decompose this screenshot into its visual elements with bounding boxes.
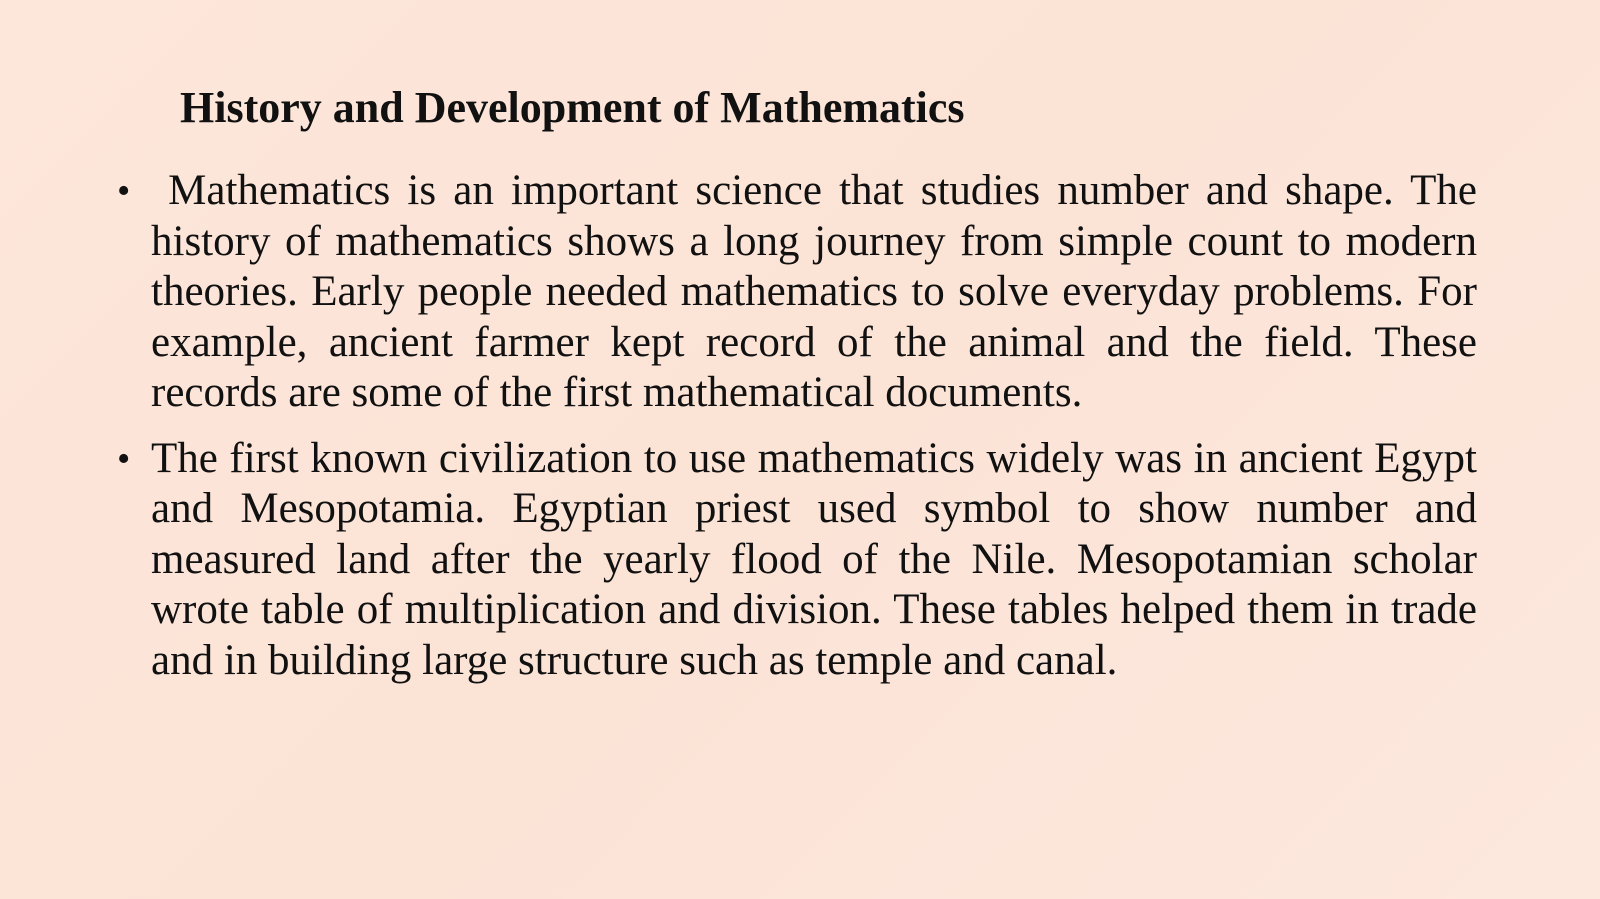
bullet-item	[117, 434, 1477, 687]
bullet-text: The first known civilization to use mathematics widely was in ancient Egypt and Mesopotamia. Egyptian priest used symbol to show number and measured land after the yearly flood of the Nile. Mesopotamian scholar wrote table of multiplication and division. These tables helped them in trade and in building large structure such as temple and canal.	[151, 434, 1477, 684]
bullet-text: Mathematics is an important science that studies number and shape. The history of mathematics shows a long journey from simple count to modern theories. Early people needed mathematics to solve everyday problems. For example, ancient farmer kept record of the animal and the field. These records are some of the first mathematical documents.	[151, 167, 1477, 416]
bullet-list	[117, 166, 1477, 701]
bullet-dot-icon: •	[117, 437, 131, 480]
bullet-dot-icon: •	[117, 170, 131, 212]
slide-title: History and Development of Mathematics	[180, 83, 965, 132]
bullet-item	[117, 166, 1477, 419]
